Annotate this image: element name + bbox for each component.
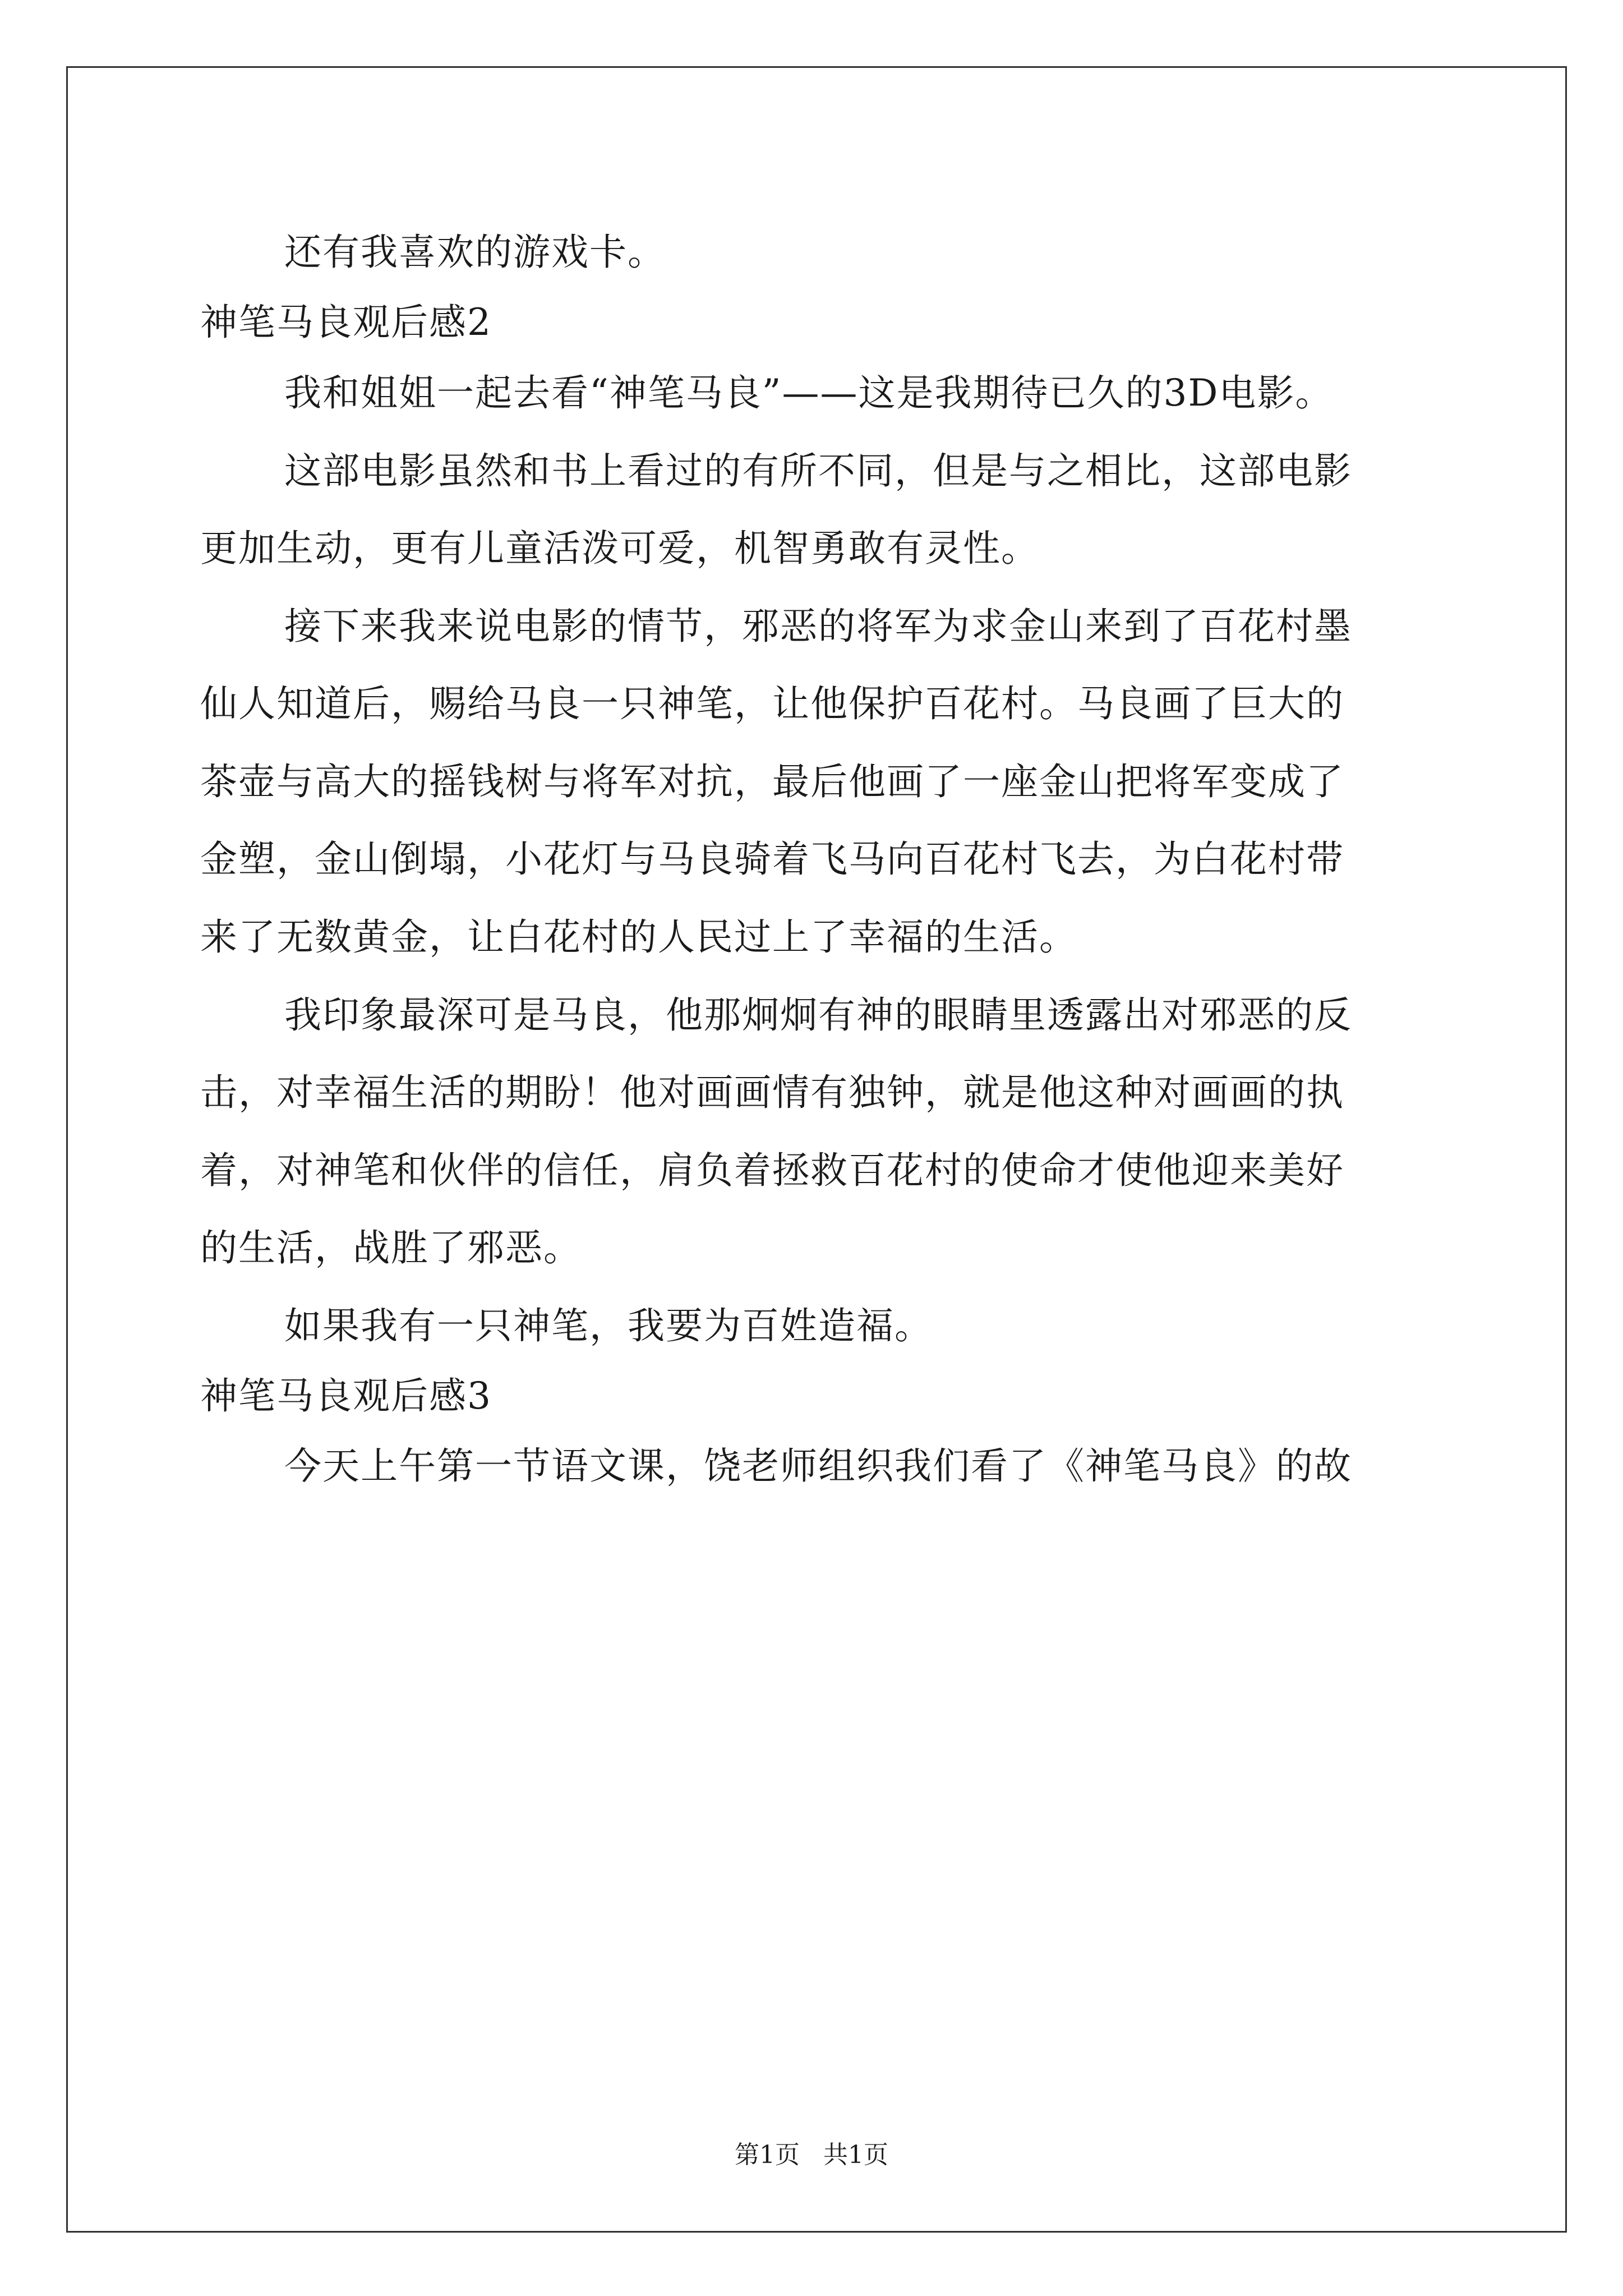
- paragraph-line: 这部电影虽然和书上看过的有所不同，但是与之相比，这部电影: [284, 449, 1352, 493]
- section-heading: 神笔马良观后感2: [200, 301, 492, 344]
- paragraph-line: 的生活，战胜了邪恶。: [200, 1226, 582, 1269]
- paragraph-line: 仙人知道后，赐给马良一只神笔，让他保护百花村。马良画了巨大的: [200, 682, 1344, 725]
- paragraph-line: 接下来我来说电影的情节，邪恶的将军为求金山来到了百花村墨: [284, 605, 1352, 648]
- paragraph-line: 茶壶与高大的摇钱树与将军对抗，最后他画了一座金山把将军变成了: [200, 760, 1344, 803]
- page-footer: 第1页 共1页: [735, 2141, 888, 2169]
- paragraph-line: 击，对幸福生活的期盼！他对画画情有独钟，就是他这种对画画的执: [200, 1071, 1344, 1114]
- paragraph-line: 今天上午第一节语文课，饶老师组织我们看了《神笔马良》的故: [284, 1444, 1352, 1488]
- section-heading: 神笔马良观后感3: [200, 1374, 492, 1418]
- paragraph-line: 我印象最深可是马良，他那炯炯有神的眼睛里透露出对邪恶的反: [284, 993, 1352, 1037]
- paragraph-line: 金塑，金山倒塌，小花灯与马良骑着飞马向百花村飞去，为白花村带: [200, 838, 1344, 881]
- paragraph-line: 如果我有一只神笔，我要为百姓造福。: [284, 1304, 933, 1347]
- paragraph-line: 我和姐姐一起去看“神笔马良”——这是我期待已久的3D电影。: [284, 371, 1334, 415]
- paragraph-line: 来了无数黄金，让白花村的人民过上了幸福的生活。: [200, 915, 1077, 959]
- paragraph-line: 更加生动，更有儿童活泼可爱，机智勇敢有灵性。: [200, 527, 1039, 570]
- paragraph-line: 着，对神笔和伙伴的信任，肩负着拯救百花村的使命才使他迎来美好: [200, 1149, 1344, 1192]
- paragraph-line: 还有我喜欢的游戏卡。: [284, 231, 666, 274]
